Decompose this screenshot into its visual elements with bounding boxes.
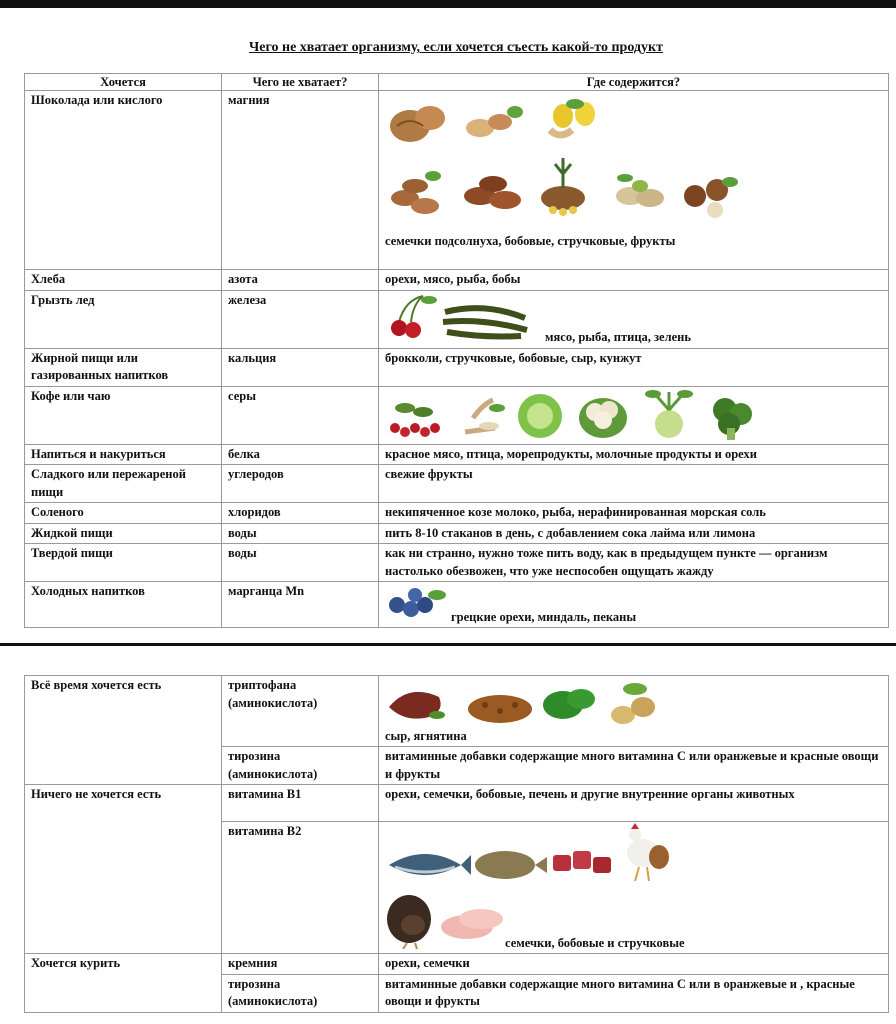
- deficiency-table-2: [24, 675, 889, 1013]
- lack-cell: серы: [222, 386, 379, 444]
- cranberry-icon: [390, 403, 440, 437]
- want-cell: Шоколада или кислого: [25, 91, 222, 270]
- table-row: [25, 348, 889, 386]
- potato-icon: [611, 683, 655, 724]
- walnut-icon: [390, 106, 445, 142]
- where-text: мясо, рыба, птица, зелень: [545, 330, 691, 344]
- want-cell: Жидкой пищи: [25, 523, 222, 544]
- lack-cell: белка: [222, 444, 379, 465]
- want-cell: Соленого: [25, 503, 222, 524]
- want-cell: Напиться и накуриться: [25, 444, 222, 465]
- table-row: [25, 503, 889, 524]
- almond-icon: [391, 171, 441, 214]
- want-cell: Сладкого или пережареной пищи: [25, 465, 222, 503]
- lack-cell: витамина В1: [222, 785, 379, 822]
- want-cell: Кофе или чаю: [25, 386, 222, 444]
- deficiency-table-1: [24, 73, 889, 628]
- where-cell: орехи, семечки, бобовые, печень и другие внутренние органы животных: [379, 785, 889, 822]
- where-cell: пить 8-10 стаканов в день, с добавлением сока лайма или лимона: [379, 523, 889, 544]
- top-black-bar: [0, 0, 896, 8]
- where-cell: [379, 91, 889, 270]
- lack-cell: триптофана (аминокислота): [222, 676, 379, 747]
- where-cell: [379, 582, 889, 628]
- where-cell: витаминные добавки содержащие много витамина С или в оранжевые и , красные овощи и фрукты: [379, 974, 889, 1012]
- lack-cell: кремния: [222, 954, 379, 975]
- want-cell: Хлеба: [25, 270, 222, 291]
- table-row: [25, 785, 889, 822]
- hazelnut-icon: [684, 177, 738, 218]
- lack-cell: железа: [222, 290, 379, 348]
- header-want: Хочется: [25, 74, 222, 91]
- where-cell: [379, 386, 889, 444]
- where-cell: [379, 822, 889, 954]
- where-text: грецкие орехи, миндаль, пеканы: [451, 609, 637, 624]
- kohlrabi-icon: [645, 390, 693, 438]
- header-lack: Чего не хватает?: [222, 74, 379, 91]
- where-cell: [379, 290, 889, 348]
- lack-cell: кальция: [222, 348, 379, 386]
- flounder-icon: [475, 851, 547, 879]
- lack-cell: магния: [222, 91, 379, 270]
- lack-cell: витамина В2: [222, 822, 379, 954]
- lack-cell: хлоридов: [222, 503, 379, 524]
- where-cell: свежие фрукты: [379, 465, 889, 503]
- where-cell: [379, 676, 889, 747]
- table-row: [25, 444, 889, 465]
- where-cell: некипяченное козе молоко, рыба, нерафинированная морская соль: [379, 503, 889, 524]
- table-row: [25, 91, 889, 270]
- pine-nut-icon: [541, 158, 585, 216]
- table-row: [25, 270, 889, 291]
- where-cell: орехи, семечки: [379, 954, 889, 975]
- table-row: [25, 582, 889, 628]
- cashew-icon: [550, 99, 595, 135]
- header-where: Где содержится?: [379, 74, 889, 91]
- table-row: [25, 676, 889, 747]
- pistachio-icon: [616, 174, 664, 207]
- cabbage-icon: [518, 394, 562, 438]
- spinach-icon: [543, 689, 595, 719]
- lack-cell: азота: [222, 270, 379, 291]
- blueberry-icon: [389, 588, 446, 617]
- where-cell: как ни странно, нужно тоже пить воду, как в предыдущем пункте — организм настолько обезвожен, что уже неспособен ощущать жажду: [379, 544, 889, 582]
- raisin-icon: [468, 695, 532, 723]
- where-cell: витаминные добавки содержащие много витамина С или оранжевые и красные овощи и фрукты: [379, 747, 889, 785]
- liver-icon: [389, 692, 445, 719]
- table-row: [25, 544, 889, 582]
- lack-cell: тирозина (аминокислота): [222, 747, 379, 785]
- peanut-icon: [466, 106, 523, 137]
- lack-cell: углеродов: [222, 465, 379, 503]
- tuna-icon: [389, 854, 471, 875]
- want-cell: Всё время хочется есть: [25, 676, 222, 785]
- table-row: [25, 954, 889, 975]
- where-cell: брокколи, стручковые, бобовые, сыр, кунжут: [379, 348, 889, 386]
- beef-icon: [553, 851, 611, 873]
- lack-cell: воды: [222, 523, 379, 544]
- lack-cell: марганца Mn: [222, 582, 379, 628]
- where-cell: орехи, мясо, рыба, бобы: [379, 270, 889, 291]
- table-row: [25, 386, 889, 444]
- table-row: [25, 290, 889, 348]
- want-cell: Жирной пищи или газированных напитков: [25, 348, 222, 386]
- cherry-icon: [391, 296, 437, 338]
- lack-cell: тирозина (аминокислота): [222, 974, 379, 1012]
- broccoli-icon: [713, 398, 752, 440]
- cauliflower-icon: [579, 398, 627, 438]
- pork-icon: [441, 909, 503, 939]
- where-text: семечки, бобовые и стручковые: [505, 935, 685, 950]
- want-cell: Твердой пищи: [25, 544, 222, 582]
- table-row: [25, 523, 889, 544]
- want-cell: Холодных напитков: [25, 582, 222, 628]
- turkey-icon: [387, 895, 431, 949]
- table-row: [25, 465, 889, 503]
- herb-icon: [465, 400, 505, 432]
- pecan-icon: [464, 176, 521, 209]
- want-cell: Ничего не хочется есть: [25, 785, 222, 954]
- where-cell: красное мясо, птица, морепродукты, молочные продукты и орехи: [379, 444, 889, 465]
- want-cell: Хочется курить: [25, 954, 222, 1013]
- want-cell: Грызть лед: [25, 290, 222, 348]
- page-title: Чего не хватает организму, если хочется съесть какой-то продукт: [249, 40, 663, 55]
- where-text: сыр, ягнятина: [385, 728, 467, 743]
- rooster-icon: [627, 823, 669, 881]
- lack-cell: воды: [222, 544, 379, 582]
- seaweed-icon: [443, 308, 527, 336]
- section-divider: [0, 643, 896, 646]
- where-text: семечки подсолнуха, бобовые, стручковые, фрукты: [385, 233, 676, 248]
